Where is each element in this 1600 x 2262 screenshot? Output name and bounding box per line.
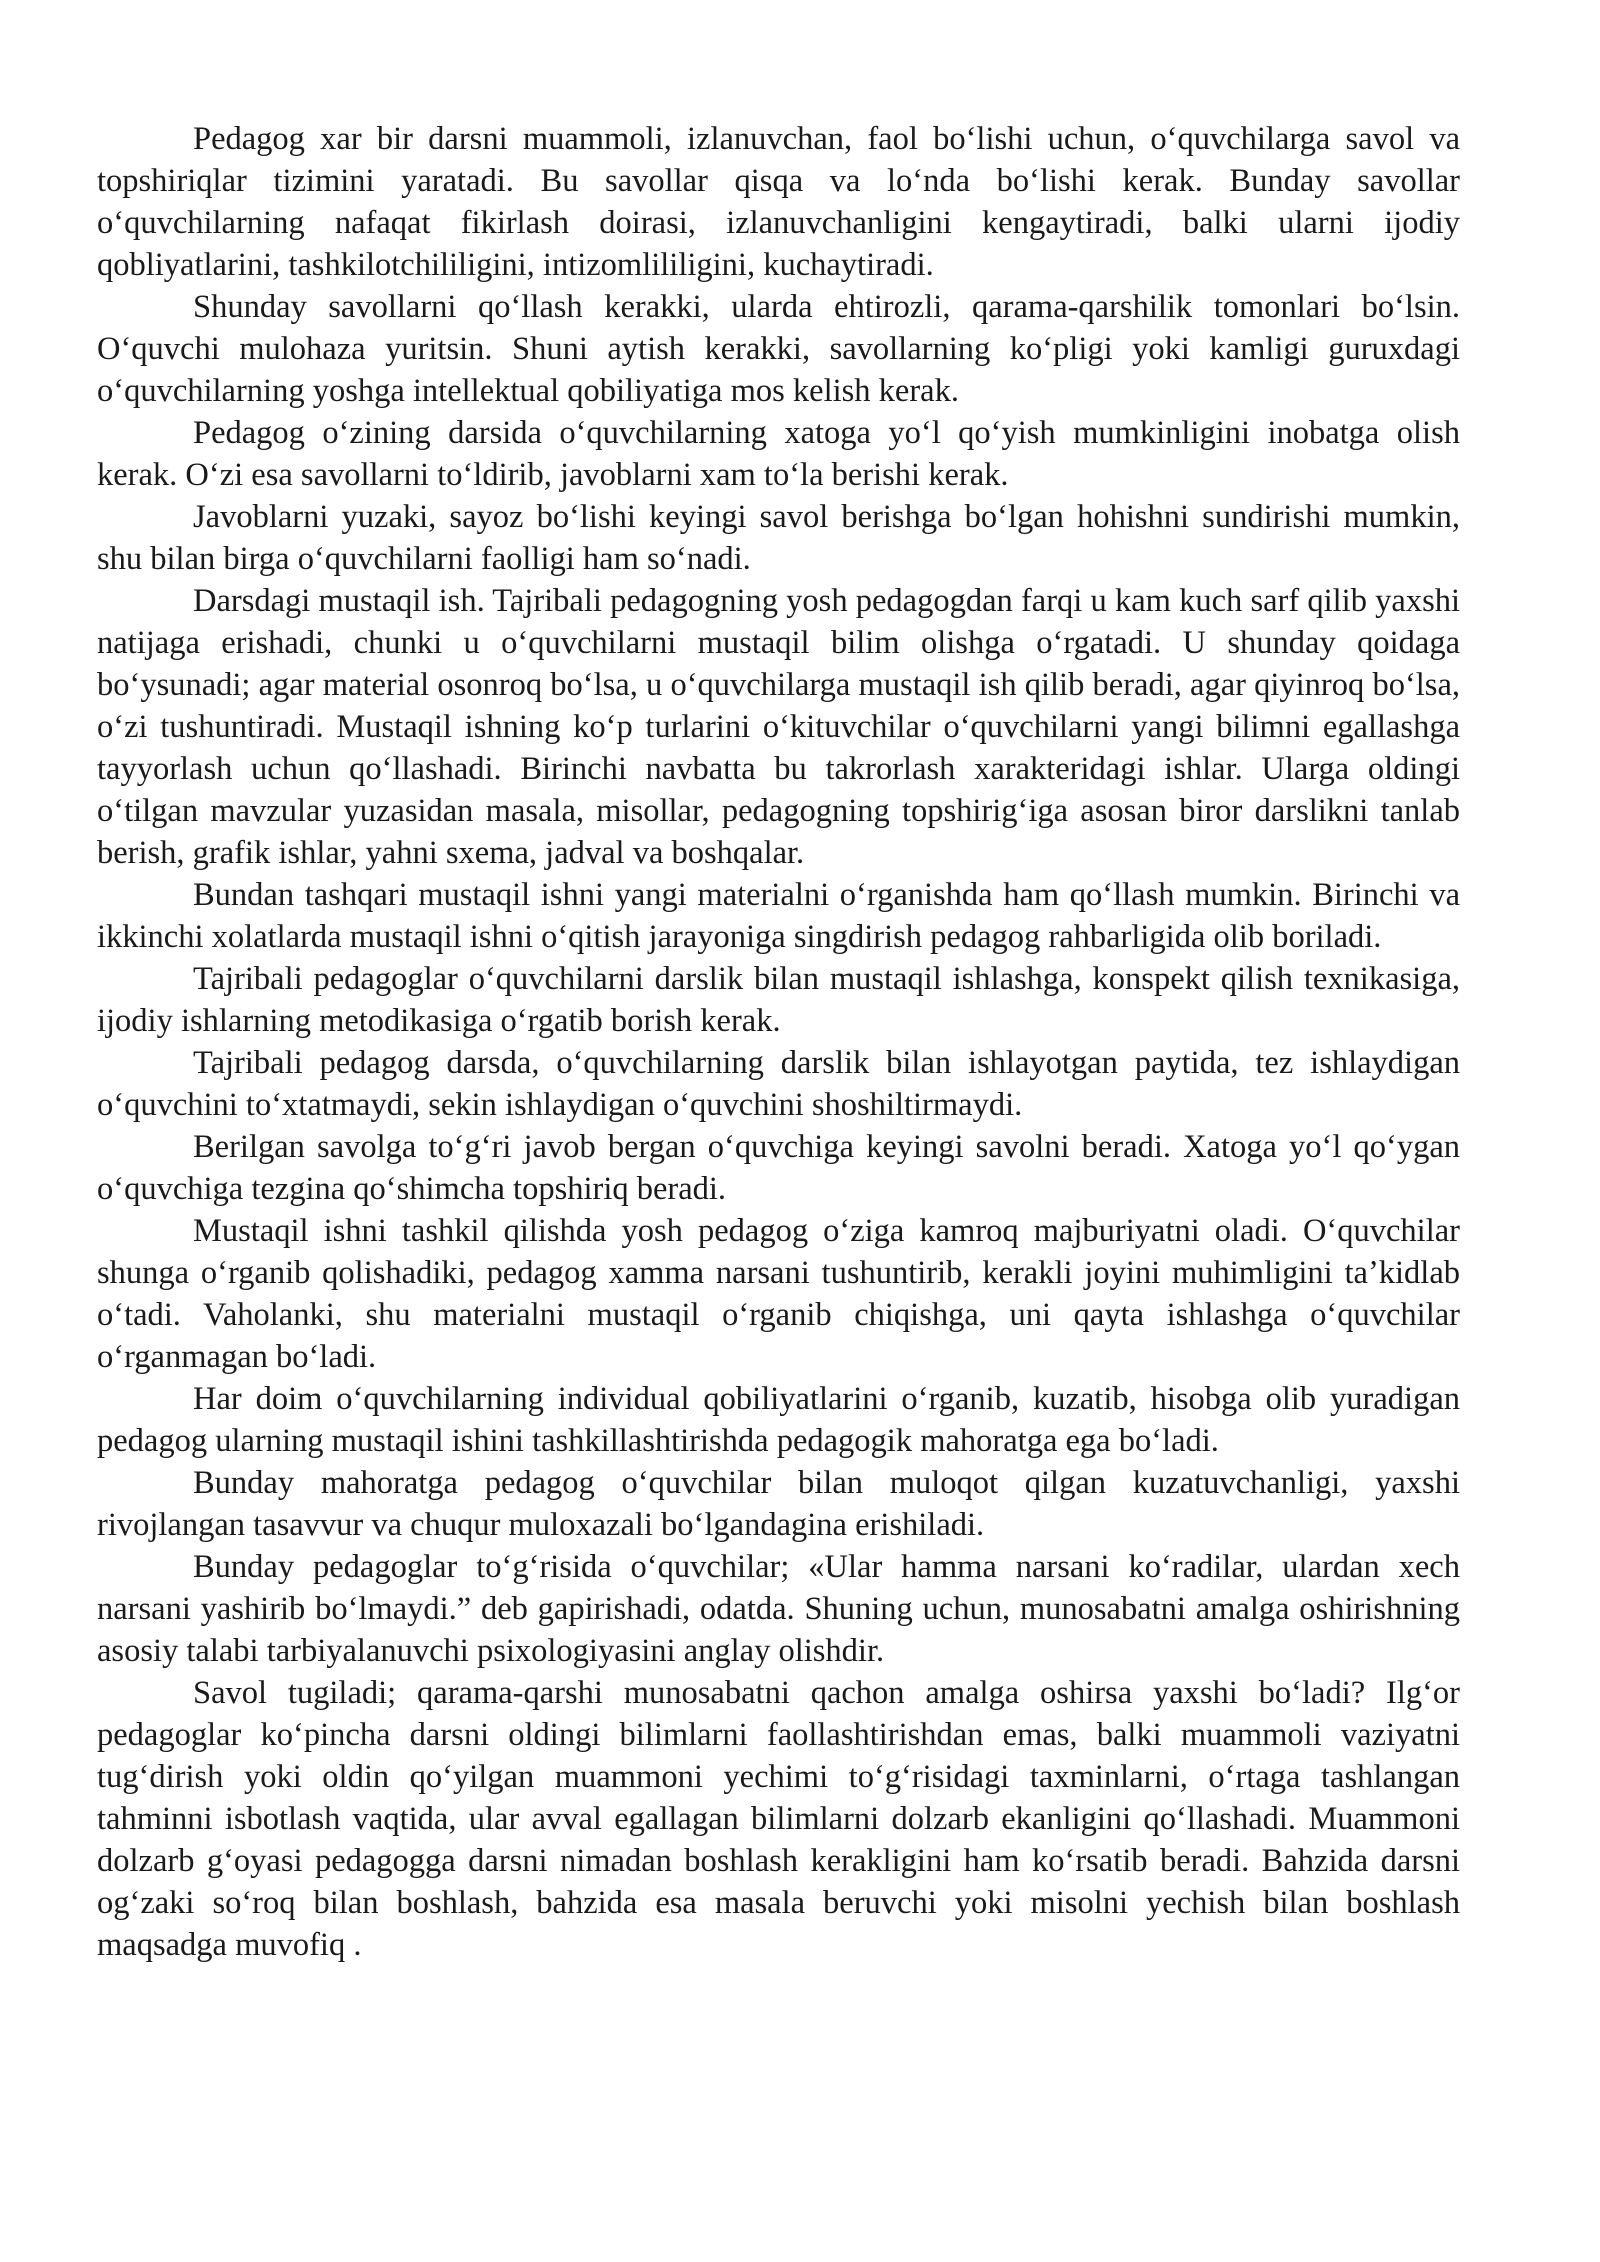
- paragraph-4: Javoblarni yuzaki, sayoz boʻlishi keyingi savol berishga boʻlgan hohishni sundirishi mumkin, shu bilan birga oʻquvchilarni faolligi ham soʻnadi.: [97, 499, 1460, 577]
- paragraph-2: Shunday savollarni qoʻllash kerakki, ularda ehtirozli, qarama-qarshilik tomonlari boʻlsin. Oʻquvchi mulohaza yuritsin. Shuni aytish kerakki, savollarning koʻpligi yoki kamligi guruxdagi oʻquvchilarning yoshga intellektual qobiliyatiga mos kelish kerak.: [97, 289, 1460, 409]
- paragraph-7: Tajribali pedagoglar oʻquvchilarni darslik bilan mustaqil ishlashga, konspekt qilish texnikasiga, ijodiy ishlarning metodikasiga oʻrgatib borish kerak.: [97, 961, 1460, 1039]
- paragraph-11: Har doim oʻquvchilarning individual qobiliyatlarini oʻrganib, kuzatib, hisobga olib yuradigan pedagog ularning mustaqil ishini tashkillashtirishda pedagogik mahoratga ega boʻladi.: [97, 1381, 1460, 1459]
- paragraph-5: Darsdagi mustaqil ish. Tajribali pedagogning yosh pedagogdan farqi u kam kuch sarf qilib yaxshi natijaga erishadi, chunki u oʻquvchilarni mustaqil bilim olishga oʻrgatadi. U shunday qoidaga boʻysunadi; agar material osonroq boʻlsa, u oʻquvchilarga mustaqil ish qilib beradi, agar qiyinroq boʻlsa, oʻzi tushuntiradi. Mustaqil ishning koʻp turlarini oʻkituvchilar oʻquvchilarni yangi bilimni egallashga tayyorlash uchun qoʻllashadi. Birinchi navbatta bu takrorlash xarakteridagi ishlar. Ularga oldingi oʻtilgan mavzular yuzasidan masala, misollar, pedagogning topshirigʻiga asosan biror darslikni tanlab berish, grafik ishlar, yahni sxema, jadval va boshqalar.: [97, 583, 1460, 871]
- paragraph-14: Savol tugiladi; qarama-qarshi munosabatni qachon amalga oshirsa yaxshi boʻladi? Ilgʻor pedagoglar koʻpincha darsni oldingi bilimlarni faollashtirishdan emas, balki muammoli vaziyatni tugʻdirish yoki oldin qoʻyilgan muammoni yechimi toʻgʻrisidagi taxminlarni, oʻrtaga tashlangan tahminni isbotlash vaqtida, ular avval egallagan bilimlarni dolzarb ekanligini qoʻllashadi. Muammoni dolzarb gʻoyasi pedagogga darsni nimadan boshlash kerakligini ham koʻrsatib beradi. Bahzida darsni ogʻzaki soʻroq bilan boshlash, bahzida esa masala beruvchi yoki misolni yechish bilan boshlash maqsadga muvofiq .: [97, 1675, 1460, 1963]
- paragraph-13: Bunday pedagoglar toʻgʻrisida oʻquvchilar; «Ular hamma narsani koʻradilar, ulardan xech narsani yashirib boʻlmaydi.” deb gapirishadi, odatda. Shuning uchun, munosabatni amalga oshirishning asosiy talabi tarbiyalanuvchi psixologiyasini anglay olishdir.: [97, 1549, 1460, 1669]
- paragraph-8: Tajribali pedagog darsda, oʻquvchilarning darslik bilan ishlayotgan paytida, tez ishlaydigan oʻquvchini toʻxtatmaydi, sekin ishlaydigan oʻquvchini shoshiltirmaydi.: [97, 1045, 1460, 1123]
- paragraph-3: Pedagog oʻzining darsida oʻquvchilarning xatoga yoʻl qoʻyish mumkinligini inobatga olish kerak. Oʻzi esa savollarni toʻldirib, javoblarni xam toʻla berishi kerak.: [97, 415, 1460, 493]
- document-page: [97, 118, 1460, 1966]
- paragraph-10: Mustaqil ishni tashkil qilishda yosh pedagog oʻziga kamroq majburiyatni oladi. Oʻquvchilar shunga oʻrganib qolishadiki, pedagog xamma narsani tushuntirib, kerakli joyini muhimligini taʼkidlab oʻtadi. Vaholanki, shu materialni mustaqil oʻrganib chiqishga, uni qayta ishlashga oʻquvchilar oʻrganmagan boʻladi.: [97, 1213, 1460, 1375]
- paragraph-6: Bundan tashqari mustaqil ishni yangi materialni oʻrganishda ham qoʻllash mumkin. Birinchi va ikkinchi xolatlarda mustaqil ishni oʻqitish jarayoniga singdirish pedagog rahbarligida olib boriladi.: [97, 877, 1460, 955]
- paragraph-1: Pedagog xar bir darsni muammoli, izlanuvchan, faol boʻlishi uchun, oʻquvchilarga savol va topshiriqlar tizimini yaratadi. Bu savollar qisqa va loʻnda boʻlishi kerak. Bunday savollar oʻquvchilarning nafaqat fikirlash doirasi, izlanuvchanligini kengaytiradi, balki ularni ijodiy qobliyatlarini, tashkilotchililigini, intizomlililigini, kuchaytiradi.: [97, 121, 1460, 283]
- paragraph-9: Berilgan savolga toʻgʻri javob bergan oʻquvchiga keyingi savolni beradi. Xatoga yoʻl qoʻygan oʻquvchiga tezgina qoʻshimcha topshiriq beradi.: [97, 1129, 1460, 1207]
- paragraph-12: Bunday mahoratga pedagog oʻquvchilar bilan muloqot qilgan kuzatuvchanligi, yaxshi rivojlangan tasavvur va chuqur muloxazali boʻlgandagina erishiladi.: [97, 1465, 1460, 1543]
